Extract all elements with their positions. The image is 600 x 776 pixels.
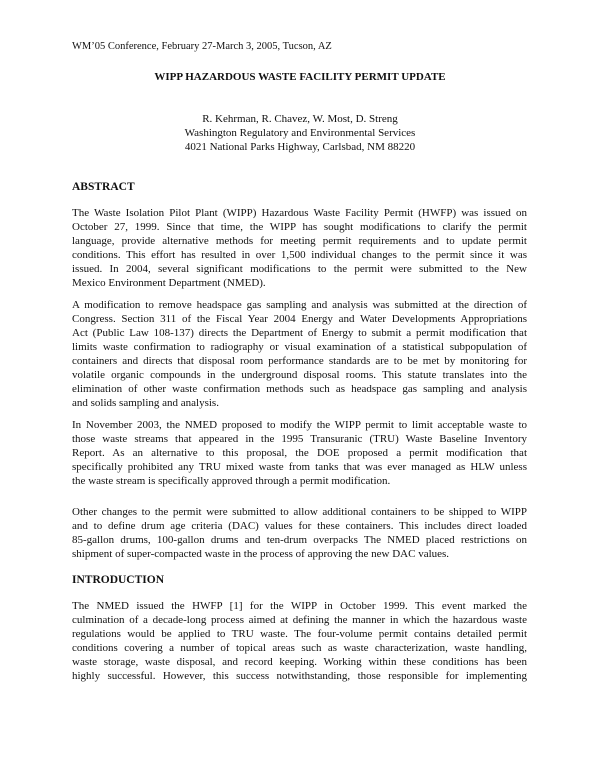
paragraph-line: Congress. Section 311 of the Fiscal Year 2004 Energy and Water Developments Appropriations — [72, 313, 527, 325]
paragraph-line: specifically prohibited any TRU mixed waste from tanks that was ever managed as HLW unless — [72, 461, 527, 473]
author-block — [0, 112, 600, 154]
paragraph-line: A modification to remove headspace gas sampling and analysis was submitted at the direction of — [72, 299, 527, 311]
paragraph-line: language, provide alternative methods for meeting permit requirements and to update permit — [72, 235, 527, 247]
paragraph-line: containers and directs that disposal room performance standards are to be met by monitoring for — [72, 355, 527, 367]
abstract-paragraph-2 — [72, 298, 527, 410]
paragraph-line: conditions covering a number of topical areas such as waste characterization, waste handling, — [72, 642, 527, 654]
paragraph-line: those waste streams that appeared in the 1995 Transuranic (TRU) Waste Baseline Inventory — [72, 433, 527, 445]
paragraph-line: The NMED issued the HWFP [1] for the WIPP in October 1999. This event marked the — [72, 600, 527, 612]
author-affiliation: Washington Regulatory and Environmental Services — [184, 127, 416, 139]
paragraph-line: conditions. This effort has resulted in over 1,500 individual changes to the permit since it was — [72, 249, 527, 261]
paragraph-line: regulations would be applied to TRU waste. The four-volume permit contains detailed permit — [72, 628, 527, 640]
paragraph-line: The Waste Isolation Pilot Plant (WIPP) Hazardous Waste Facility Permit (HWFP) was issued on — [72, 207, 527, 219]
paragraph-line: volatile organic compounds in the underground disposal rooms. This statute translates into the — [72, 369, 527, 381]
paragraph-line: Mexico Environment Department (NMED). — [72, 277, 266, 289]
abstract-heading: ABSTRACT — [72, 181, 135, 193]
paragraph-line: Act (Public Law 108-137) directs the Department of Energy to submit a permit modification that — [72, 327, 527, 339]
paper-title: WIPP HAZARDOUS WASTE FACILITY PERMIT UPDATE — [154, 71, 446, 83]
author-names: R. Kehrman, R. Chavez, W. Most, D. Streng — [202, 113, 398, 125]
paragraph-line: issued. In 2004, several significant modifications to the permit were submitted to the New — [72, 263, 527, 275]
paragraph-line: elimination of other waste confirmation methods such as headspace gas sampling and analysis — [72, 383, 527, 395]
paragraph-line: In November 2003, the NMED proposed to modify the WIPP permit to limit acceptable waste to — [72, 419, 527, 431]
abstract-paragraph-4 — [72, 505, 527, 561]
paragraph-line: October 27, 1999. Since that time, the WIPP has sought modifications to clarify the permit — [72, 221, 527, 233]
paragraph-line: and solids sampling and analysis. — [72, 397, 219, 409]
paragraph-line: highly successful. However, this success notwithstanding, those responsible for implementing — [72, 670, 527, 682]
introduction-paragraph-1 — [72, 599, 527, 683]
abstract-paragraph-1 — [72, 206, 527, 290]
introduction-heading: INTRODUCTION — [72, 574, 165, 586]
paragraph-line: shipment of super-compacted waste in the process of approving the new DAC values. — [72, 548, 450, 560]
paragraph-line: the waste stream is specifically approved through a permit modification. — [72, 475, 391, 487]
paragraph-line: Report. As an alternative to this proposal, the DOE proposed a permit modification that — [72, 447, 527, 459]
abstract-paragraph-3 — [72, 418, 527, 488]
running-header: WM’05 Conference, February 27-March 3, 2005, Tucson, AZ — [72, 41, 332, 52]
paragraph-line: waste storage, waste disposal, and record keeping. Working within these conditions has been — [72, 656, 527, 668]
author-address: 4021 National Parks Highway, Carlsbad, NM 88220 — [184, 141, 416, 153]
paragraph-line: and to define drum age criteria (DAC) values for these containers. This includes direct loaded — [72, 520, 527, 532]
paragraph-line: limits waste confirmation to radiography or visual examination of a statistical subpopulation of — [72, 341, 527, 353]
paragraph-line: 85-gallon drums, 100-gallon drums and ten-drum overpacks The NMED placed restrictions on — [72, 534, 527, 546]
paragraph-line: Other changes to the permit were submitted to allow additional containers to be shipped to WIPP — [72, 506, 527, 518]
paragraph-line: culmination of a decade-long process aimed at defining the manner in which the hazardous waste — [72, 614, 527, 626]
